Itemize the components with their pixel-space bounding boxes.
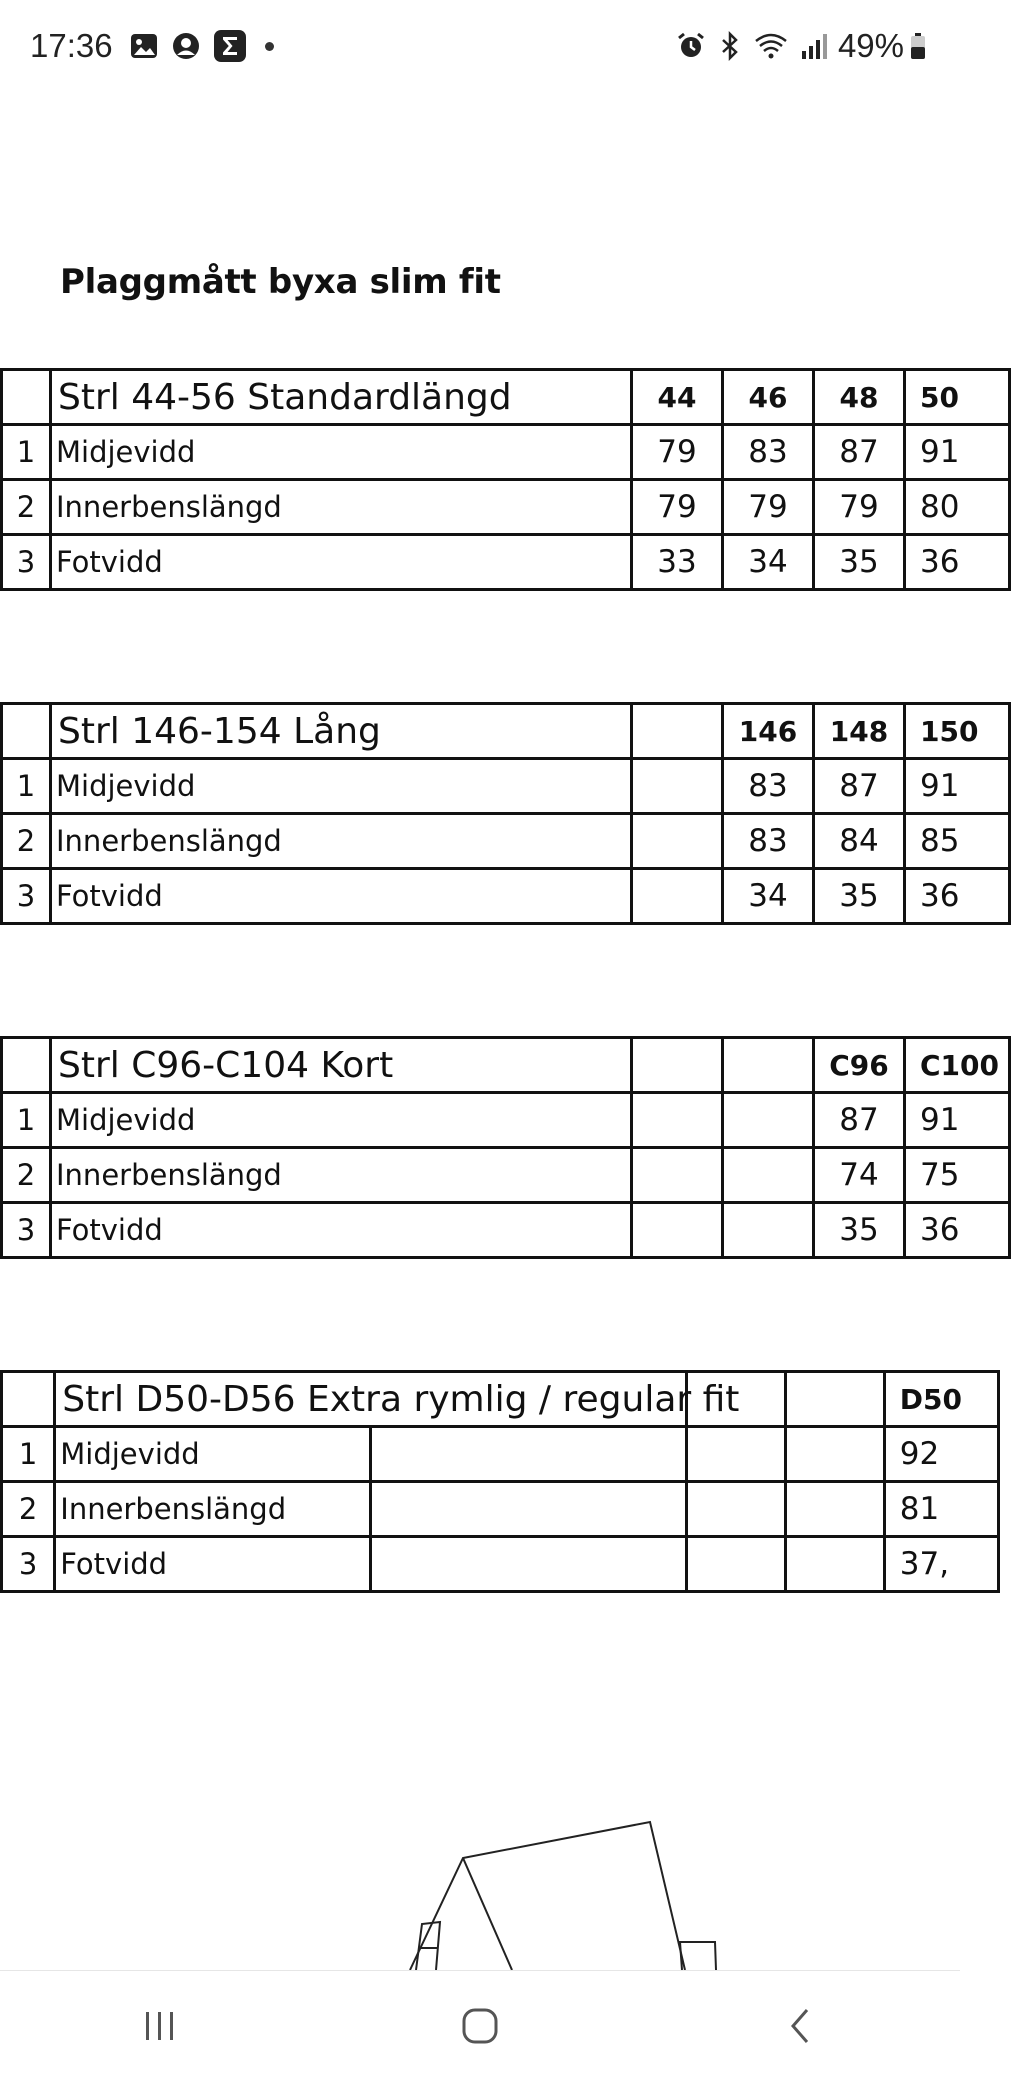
table-cell <box>632 759 723 814</box>
size-header: 48 <box>814 370 905 425</box>
table-cell <box>723 1093 814 1148</box>
table-cell: 87 <box>814 1093 905 1148</box>
size-table-short <box>0 1036 1011 1259</box>
table-cell: 83 <box>723 425 814 480</box>
back-icon <box>785 2006 815 2046</box>
status-time: 17:36 <box>30 27 113 64</box>
table-cell <box>785 1482 884 1537</box>
size-table-extra-roomy <box>0 1370 1000 1593</box>
table-row <box>2 1482 999 1537</box>
trouser-sketch <box>0 1702 960 1970</box>
row-number: 1 <box>2 425 51 480</box>
table-cell: 83 <box>723 759 814 814</box>
table-header-row <box>2 704 1010 759</box>
table-cell <box>632 814 723 869</box>
home-button[interactable] <box>420 1981 540 2071</box>
table-cell: 37, <box>884 1537 998 1592</box>
table-cell <box>723 1203 814 1258</box>
table-cell: 35 <box>814 535 905 590</box>
table-cell: 87 <box>814 425 905 480</box>
status-bar-right <box>670 27 932 65</box>
table-cell: 74 <box>814 1148 905 1203</box>
battery-percent: 49% <box>837 27 904 64</box>
table-cell: 83 <box>723 814 814 869</box>
table-cell: 91 <box>905 759 1010 814</box>
status-bar <box>0 0 960 92</box>
table-cell: 36 <box>905 1203 1010 1258</box>
table-cell: 35 <box>814 869 905 924</box>
table-cell <box>686 1482 785 1537</box>
table-cell: 33 <box>632 535 723 590</box>
table-header-row <box>2 1038 1010 1093</box>
table-header-row <box>2 1372 999 1427</box>
wifi-6e-icon <box>754 31 788 61</box>
table-title: Strl C96-C104 Kort <box>51 1038 632 1093</box>
row-number: 3 <box>2 535 51 590</box>
row-label: Fotvidd <box>55 1537 371 1592</box>
table-cell: 79 <box>632 425 723 480</box>
table-cell <box>632 1148 723 1203</box>
row-number: 1 <box>2 1427 55 1482</box>
row-label: Innerbenslängd <box>55 1482 371 1537</box>
table-cell: 81 <box>884 1482 998 1537</box>
row-number: 3 <box>2 1203 51 1258</box>
table-header-row <box>2 370 1010 425</box>
row-label: Innerbenslängd <box>51 1148 632 1203</box>
size-header: D50 <box>884 1372 998 1427</box>
back-button[interactable] <box>740 1981 860 2071</box>
size-header: 46 <box>723 370 814 425</box>
table-cell <box>2 1038 51 1093</box>
table-cell: 91 <box>905 1093 1010 1148</box>
size-header: C96 <box>814 1038 905 1093</box>
row-label: Midjevidd <box>55 1427 371 1482</box>
size-table-long <box>0 702 1011 925</box>
table-cell <box>785 1427 884 1482</box>
size-header: C100 <box>905 1038 1010 1093</box>
recents-button[interactable] <box>100 1981 220 2071</box>
table-cell <box>686 1427 785 1482</box>
row-number: 1 <box>2 1093 51 1148</box>
size-table-standard <box>0 368 1011 591</box>
table-cell: 75 <box>905 1148 1010 1203</box>
size-header: 50 <box>905 370 1010 425</box>
table-cell <box>371 1427 687 1482</box>
table-cell <box>2 370 51 425</box>
status-bar-left <box>30 27 274 65</box>
table-cell: 84 <box>814 814 905 869</box>
table-cell: 36 <box>905 535 1010 590</box>
table-cell: 34 <box>723 869 814 924</box>
row-number: 1 <box>2 759 51 814</box>
table-cell: 80 <box>905 480 1010 535</box>
table-title: Strl 146-154 Lång <box>51 704 632 759</box>
row-label: Midjevidd <box>51 1093 632 1148</box>
account-icon <box>171 31 201 61</box>
table-cell <box>371 1537 687 1592</box>
row-number: 3 <box>2 869 51 924</box>
navigation-bar <box>0 1970 960 2081</box>
row-label: Midjevidd <box>51 425 632 480</box>
table-row <box>2 814 1010 869</box>
notification-dot <box>265 42 274 51</box>
row-label: Innerbenslängd <box>51 480 632 535</box>
size-header <box>723 1038 814 1093</box>
table-row <box>2 425 1010 480</box>
row-number: 2 <box>2 480 51 535</box>
size-header <box>785 1372 884 1427</box>
size-header: 148 <box>814 704 905 759</box>
table-cell: 87 <box>814 759 905 814</box>
bluetooth-icon <box>718 31 742 61</box>
table-cell <box>632 869 723 924</box>
table-cell: 85 <box>905 814 1010 869</box>
row-number: 2 <box>2 814 51 869</box>
table-row <box>2 480 1010 535</box>
table-cell <box>785 1537 884 1592</box>
row-label: Fotvidd <box>51 535 632 590</box>
size-header <box>632 704 723 759</box>
table-cell: 92 <box>884 1427 998 1482</box>
table-row <box>2 535 1010 590</box>
recents-icon <box>140 2008 180 2044</box>
table-cell <box>723 1148 814 1203</box>
signal-icon <box>800 31 828 61</box>
battery-icon <box>910 31 926 61</box>
table-row <box>2 1427 999 1482</box>
table-title: Strl D50-D56 Extra rymlig / regular fit <box>55 1372 687 1427</box>
table-cell: 79 <box>632 480 723 535</box>
table-row <box>2 759 1010 814</box>
table-row <box>2 1203 1010 1258</box>
row-label: Innerbenslängd <box>51 814 632 869</box>
table-cell: 79 <box>723 480 814 535</box>
table-cell <box>632 1093 723 1148</box>
table-cell: 35 <box>814 1203 905 1258</box>
table-cell: 34 <box>723 535 814 590</box>
alarm-icon <box>676 31 706 61</box>
row-number: 2 <box>2 1148 51 1203</box>
size-header: 150 <box>905 704 1010 759</box>
size-header: 146 <box>723 704 814 759</box>
table-cell: 36 <box>905 869 1010 924</box>
table-cell <box>2 704 51 759</box>
table-cell: 91 <box>905 425 1010 480</box>
table-cell <box>686 1537 785 1592</box>
row-number: 2 <box>2 1482 55 1537</box>
table-row <box>2 869 1010 924</box>
table-row <box>2 1537 999 1592</box>
table-cell <box>371 1482 687 1537</box>
document-view[interactable] <box>0 92 999 1970</box>
table-cell <box>632 1203 723 1258</box>
table-title: Strl 44-56 Standardlängd <box>51 370 632 425</box>
table-cell: 79 <box>814 480 905 535</box>
table-cell <box>2 1372 55 1427</box>
sigma-app-icon <box>213 29 247 63</box>
gallery-icon <box>129 31 159 61</box>
size-header: 44 <box>632 370 723 425</box>
row-number: 3 <box>2 1537 55 1592</box>
table-row <box>2 1093 1010 1148</box>
row-label: Midjevidd <box>51 759 632 814</box>
document-title: Plaggmått byxa slim fit <box>60 262 501 302</box>
table-row <box>2 1148 1010 1203</box>
size-header <box>632 1038 723 1093</box>
row-label: Fotvidd <box>51 1203 632 1258</box>
row-label: Fotvidd <box>51 869 632 924</box>
home-icon <box>460 2006 500 2046</box>
